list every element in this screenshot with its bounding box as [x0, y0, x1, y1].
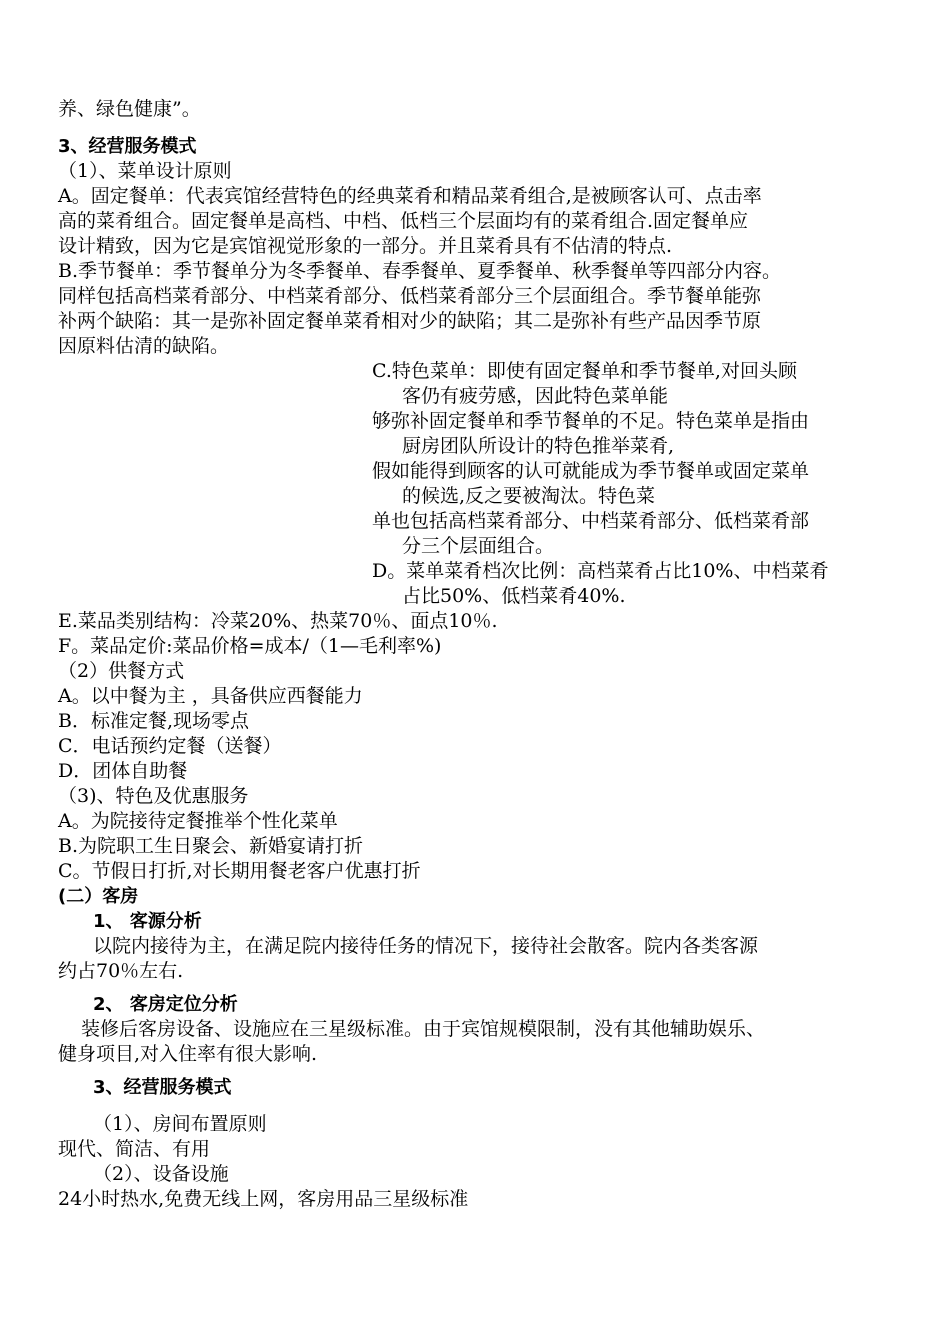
text-line: D．团体自助餐 [58, 760, 188, 782]
subsection-heading: （3)、特色及优惠服务 [58, 785, 249, 807]
text-line: 健身项目,对入住率有很大影响. [58, 1043, 318, 1065]
text-line: 高的菜肴组合。固定餐单是高档、中档、低档三个层面均有的菜肴组合.固定餐单应 [58, 210, 749, 232]
subsection-heading: （2）、设备设施 [93, 1163, 229, 1185]
section-heading: (二）客房 [58, 886, 139, 907]
text-line: 约占70％左右. [58, 960, 184, 982]
text-line: 补两个缺陷：其一是弥补固定餐单菜肴相对少的缺陷；其二是弥补有些产品因季节原 [58, 310, 762, 332]
text-line: 以院内接待为主，在满足院内接待任务的情况下，接待社会散客。院内各类客源 [93, 935, 759, 957]
section-heading: 3、经营服务模式 [93, 1077, 232, 1098]
text-line: C.特色菜单：即使有固定餐单和季节餐单,对回头顾 [372, 360, 797, 382]
text-line: 24小时热水,免费无线上网，客房用品三星级标准 [58, 1188, 469, 1210]
text-line: 的候选,反之要被淘汰。特色菜 [402, 485, 656, 507]
section-heading: 3、经营服务模式 [58, 136, 197, 157]
text-line: 现代、简洁、有用 [58, 1138, 211, 1160]
subsection-heading: （1）、菜单设计原则 [58, 160, 232, 182]
text-line: 设计精致，因为它是宾馆视觉形象的一部分。并且菜肴具有不估清的特点. [58, 235, 673, 257]
subsection-heading: （1）、房间布置原则 [93, 1113, 267, 1135]
text-line: B．标准定餐,现场零点 [58, 710, 250, 732]
text-line: E.菜品类别结构：冷菜20%、热菜70％、面点10％. [58, 610, 498, 632]
text-line: A。以中餐为主 ，具备供应西餐能力 [58, 685, 363, 707]
text-line: 分三个层面组合。 [402, 535, 555, 557]
text-line: 够弥补固定餐单和季节餐单的不足。特色菜单是指由 [372, 410, 810, 432]
subsection-heading: （2）供餐方式 [58, 660, 185, 682]
text-line: F。菜品定价:菜品价格=成本/（1—毛利率%) [58, 635, 442, 657]
text-line: B.季节餐单：季节餐单分为冬季餐单、春季餐单、夏季餐单、秋季餐单等四部分内容。 [58, 260, 782, 282]
text-line: 假如能得到顾客的认可就能成为季节餐单或固定菜单 [372, 460, 810, 482]
text-line: B.为院职工生日聚会、新婚宴请打折 [58, 835, 364, 857]
text-line: 客仍有疲劳感，因此特色菜单能 [402, 385, 669, 407]
section-heading: 2、 客房定位分析 [93, 994, 238, 1015]
text-line: 占比50%、低档菜肴40%. [402, 585, 626, 607]
text-line: 单也包括高档菜肴部分、中档菜肴部分、低档菜肴部 [372, 510, 810, 532]
text-line: C．电话预约定餐（送餐） [58, 735, 282, 757]
text-line: 养、绿色健康”。 [58, 98, 201, 120]
section-heading: 1、 客源分析 [93, 911, 202, 932]
text-line: 同样包括高档菜肴部分、中档菜肴部分、低档菜肴部分三个层面组合。季节餐单能弥 [58, 285, 762, 307]
text-line: A。固定餐单：代表宾馆经营特色的经典菜肴和精品菜肴组合,是被顾客认可、点击率 [58, 185, 762, 207]
text-line: 厨房团队所设计的特色推举菜肴, [402, 435, 675, 457]
text-line: D。菜单菜肴档次比例：高档菜肴占比10%、中档菜肴 [372, 560, 829, 582]
text-line: C。节假日打折,对长期用餐老客户优惠打折 [58, 860, 421, 882]
text-line: 因原料估清的缺陷。 [58, 335, 230, 357]
text-line: A。为院接待定餐推举个性化菜单 [58, 810, 338, 832]
text-line: 装修后客房设备、设施应在三星级标准。由于宾馆规模限制，没有其他辅助娱乐、 [81, 1018, 766, 1040]
